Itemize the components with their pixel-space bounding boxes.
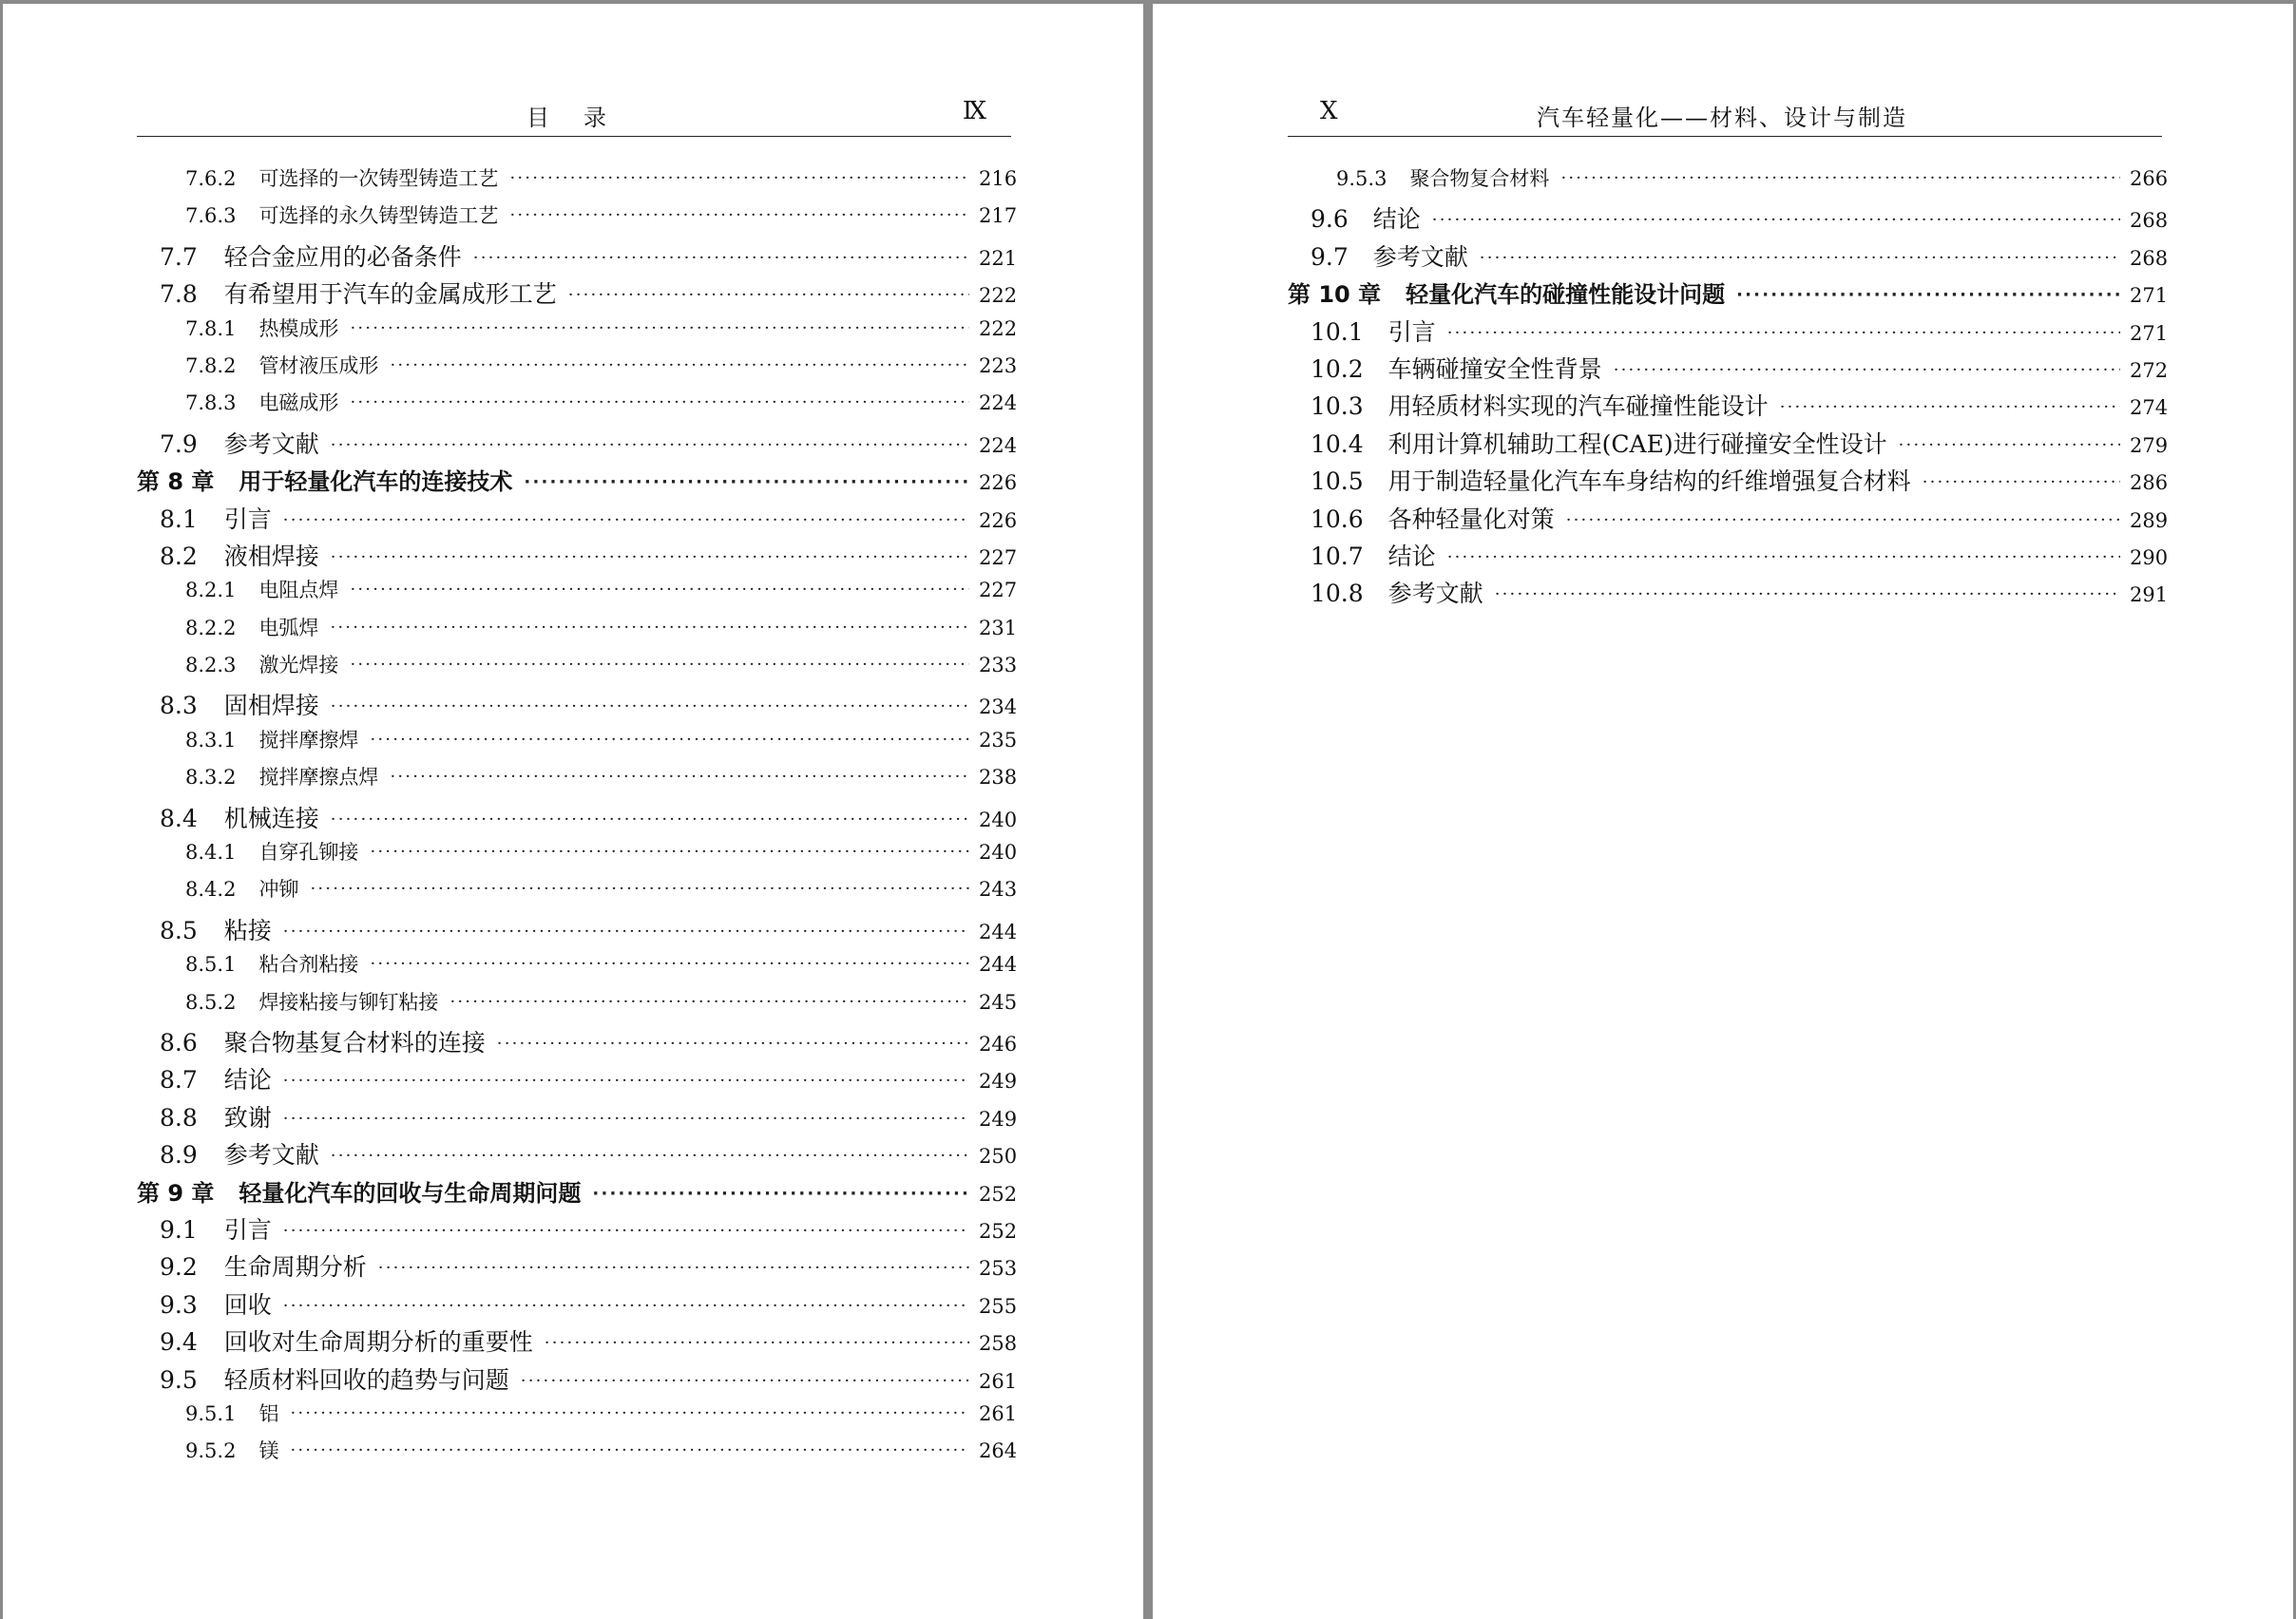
toc-entry-number: 8.6 (160, 1028, 198, 1057)
toc-entry-number: 7.9 (160, 429, 198, 458)
toc-entry-chapter (1288, 276, 2169, 313)
toc-dot-leader (1447, 323, 2120, 343)
toc-entry-page: 240 (979, 841, 1018, 865)
toc-entry-section (137, 687, 1018, 724)
toc-entry-number: 9.6 (1311, 205, 1349, 234)
toc-entry-number: 8.2 (160, 542, 198, 570)
toc-entry-number: 8.2.3 (185, 654, 237, 677)
toc-entry-page: 249 (979, 1070, 1018, 1094)
toc-dot-leader (1495, 584, 2120, 604)
toc-entry-section (137, 1324, 1018, 1361)
toc-entry-title: 利用计算机辅助工程(CAE)进行碰撞安全性设计 (1387, 429, 1887, 458)
toc-dot-leader (1447, 547, 2120, 567)
right-toc-list (1288, 163, 2169, 613)
toc-entry-section (1288, 575, 2169, 612)
toc-entry-page: 261 (979, 1369, 1018, 1393)
toc-dot-leader (592, 1184, 969, 1204)
toc-entry-title: 激光焊接 (258, 654, 339, 677)
toc-entry-page: 244 (979, 953, 1018, 977)
toc-entry-page: 268 (2130, 209, 2169, 233)
toc-entry-page: 238 (979, 766, 1018, 790)
toc-dot-leader (283, 922, 969, 942)
left-page (3, 4, 1143, 1619)
toc-entry-section (1288, 200, 2169, 238)
toc-dot-leader (378, 1258, 969, 1278)
toc-entry-page: 217 (979, 204, 1018, 228)
toc-entry-title: 用于制造轻量化汽车车身结构的纤维增强复合材料 (1387, 467, 1911, 496)
toc-dot-leader (370, 954, 969, 974)
toc-entry-title: 参考文献 (1372, 242, 1468, 271)
toc-dot-leader (283, 1221, 969, 1241)
toc-entry-number: 7.8 (160, 280, 198, 309)
toc-entry-number: 8.8 (160, 1103, 198, 1132)
toc-dot-leader (331, 435, 969, 455)
toc-entry-title: 搅拌摩擦点焊 (258, 766, 379, 790)
toc-entry-number: 7.8.2 (185, 353, 237, 377)
toc-entry-title: 回收对生命周期分析的重要性 (223, 1328, 533, 1357)
toc-entry-section (1288, 463, 2169, 500)
toc-entry-sub (137, 163, 1018, 200)
toc-entry-title: 焊接粘接与铆钉粘接 (258, 990, 439, 1014)
toc-entry-title: 粘接 (223, 916, 272, 944)
toc-entry-title: 轻量化汽车的回收与生命周期问题 (239, 1179, 582, 1207)
toc-entry-number: 9.2 (160, 1253, 198, 1282)
toc-dot-leader (390, 767, 969, 787)
toc-entry-title: 结论 (1387, 542, 1436, 570)
toc-dot-leader (330, 618, 969, 638)
toc-entry-page: 255 (979, 1294, 1018, 1318)
toc-entry-page: 244 (979, 920, 1018, 943)
toc-entry-number: 9.5 (160, 1365, 198, 1394)
left-toc-list (137, 163, 1018, 1474)
toc-entry-section (137, 800, 1018, 837)
toc-entry-section (137, 912, 1018, 949)
toc-entry-title: 热模成形 (258, 316, 339, 340)
toc-entry-title: 可选择的永久铸型铸造工艺 (258, 204, 499, 228)
toc-entry-title: 用轻质材料实现的汽车碰撞性能设计 (1387, 392, 1769, 421)
toc-entry-section (137, 1136, 1018, 1173)
toc-entry-title: 冲铆 (258, 878, 299, 902)
toc-dot-leader (1480, 248, 2120, 268)
toc-entry-section (137, 1286, 1018, 1324)
toc-entry-title: 聚合物复合材料 (1409, 167, 1550, 190)
right-page-header (1288, 95, 2162, 137)
toc-entry-title: 有希望用于汽车的金属成形工艺 (223, 280, 557, 309)
toc-dot-leader (331, 810, 969, 829)
toc-entry-section (137, 1211, 1018, 1248)
toc-dot-leader (568, 285, 969, 305)
toc-dot-leader (350, 392, 969, 412)
toc-dot-leader (290, 1440, 969, 1460)
toc-dot-leader (524, 472, 969, 492)
toc-dot-leader (1780, 397, 2120, 417)
toc-entry-title: 电弧焊 (258, 616, 319, 639)
toc-entry-title: 电阻点焊 (258, 579, 339, 602)
toc-entry-number: 8.3.1 (185, 728, 237, 752)
toc-entry-section (1288, 238, 2169, 276)
toc-entry-number: 8.4 (160, 804, 198, 832)
toc-entry-number: 8.2.1 (185, 579, 237, 602)
toc-entry-page: 240 (979, 808, 1018, 831)
toc-entry-number: 10.8 (1311, 580, 1364, 608)
toc-dot-leader (521, 1371, 969, 1391)
toc-entry-number: 9.1 (160, 1215, 198, 1244)
toc-entry-number: 9.3 (160, 1290, 198, 1319)
toc-entry-page: 249 (979, 1107, 1018, 1131)
toc-entry-section (137, 1248, 1018, 1286)
left-header-title: 目录 (526, 105, 641, 131)
toc-entry-page: 222 (979, 316, 1018, 340)
toc-entry-title: 参考文献 (1387, 580, 1483, 608)
left-header-page-number: Ⅸ (962, 97, 986, 125)
toc-entry-number: 8.3 (160, 692, 198, 720)
toc-entry-title: 回收 (223, 1290, 272, 1319)
toc-entry-number: 8.4.1 (185, 841, 237, 865)
toc-entry-page: 261 (979, 1401, 1018, 1425)
toc-entry-page: 250 (979, 1145, 1018, 1169)
toc-entry-title: 聚合物基复合材料的连接 (223, 1028, 486, 1057)
toc-entry-number: 10.2 (1311, 354, 1364, 383)
right-header-title: 汽车轻量化——材料、设计与制造 (1537, 105, 1907, 131)
toc-entry-page: 216 (979, 167, 1018, 190)
toc-dot-leader (497, 1034, 969, 1054)
toc-entry-number: 第 9 章 (137, 1179, 215, 1207)
toc-entry-number: 8.5 (160, 916, 198, 944)
toc-entry-number: 7.6.2 (185, 167, 237, 190)
toc-entry-number: 8.4.2 (185, 878, 237, 902)
toc-entry-section (137, 1362, 1018, 1399)
toc-entry-section (137, 238, 1018, 276)
toc-entry-number: 8.3.2 (185, 766, 237, 790)
toc-dot-leader (310, 879, 969, 899)
toc-entry-number: 8.5.1 (185, 953, 237, 977)
toc-entry-sub (137, 200, 1018, 238)
toc-entry-page: 266 (2130, 167, 2169, 190)
toc-entry-section (1288, 388, 2169, 425)
toc-dot-leader (350, 655, 969, 675)
toc-dot-leader (473, 248, 969, 268)
toc-entry-sub (137, 1436, 1018, 1473)
toc-entry-number: 10.5 (1311, 467, 1364, 496)
toc-entry-page: 264 (979, 1439, 1018, 1463)
toc-entry-number: 8.7 (160, 1066, 198, 1095)
toc-dot-leader (370, 730, 969, 750)
toc-entry-number: 10.1 (1311, 317, 1364, 346)
toc-entry-number: 9.5.1 (185, 1401, 237, 1425)
toc-entry-page: 231 (979, 616, 1018, 639)
toc-entry-title: 轻量化汽车的碰撞性能设计问题 (1406, 281, 1726, 309)
toc-entry-page: 226 (979, 471, 1018, 495)
toc-entry-page: 252 (979, 1219, 1018, 1243)
toc-entry-number: 8.5.2 (185, 990, 237, 1014)
toc-entry-sub (137, 575, 1018, 612)
toc-entry-title: 结论 (223, 1066, 272, 1095)
toc-entry-page: 258 (979, 1332, 1018, 1356)
toc-dot-leader (331, 696, 969, 716)
toc-entry-title: 致谢 (223, 1103, 272, 1132)
toc-entry-number: 10.7 (1311, 542, 1364, 570)
toc-entry-page: 246 (979, 1032, 1018, 1056)
toc-entry-page: 279 (2130, 433, 2169, 457)
toc-entry-page: 222 (979, 284, 1018, 308)
toc-entry-page: 233 (979, 654, 1018, 677)
toc-entry-number: 第 8 章 (137, 468, 215, 496)
toc-entry-number: 9.7 (1311, 242, 1349, 271)
toc-entry-page: 221 (979, 246, 1018, 270)
toc-dot-leader (290, 1403, 969, 1423)
toc-entry-title: 搅拌摩擦焊 (258, 728, 359, 752)
toc-entry-section (1288, 538, 2169, 575)
toc-entry-sub (1288, 163, 2169, 200)
toc-entry-title: 轻质材料回收的趋势与问题 (223, 1365, 509, 1394)
toc-entry-title: 机械连接 (223, 804, 319, 832)
toc-entry-sub (137, 1399, 1018, 1436)
toc-entry-title: 自穿孔铆接 (258, 841, 359, 865)
toc-entry-title: 管材液压成形 (258, 353, 379, 377)
toc-entry-sub (137, 874, 1018, 911)
toc-entry-number: 7.8.1 (185, 316, 237, 340)
toc-entry-page: 253 (979, 1257, 1018, 1281)
toc-entry-section (137, 276, 1018, 313)
toc-entry-title: 引言 (223, 1215, 272, 1244)
toc-dot-leader (1614, 360, 2120, 380)
toc-entry-section (137, 538, 1018, 575)
toc-entry-section (137, 1061, 1018, 1098)
toc-entry-sub (137, 837, 1018, 874)
toc-entry-chapter (137, 463, 1018, 500)
toc-entry-number: 7.8.3 (185, 391, 237, 415)
toc-entry-number: 8.2.2 (185, 616, 237, 639)
toc-dot-leader (370, 842, 969, 862)
left-page-header (137, 95, 1011, 137)
toc-entry-title: 铝 (258, 1401, 279, 1425)
toc-dot-leader (350, 318, 969, 338)
toc-entry-sub (137, 949, 1018, 986)
toc-entry-title: 引言 (1387, 317, 1436, 346)
toc-entry-section (137, 1099, 1018, 1136)
toc-dot-leader (1899, 435, 2120, 455)
toc-dot-leader (283, 510, 969, 530)
toc-entry-title: 车辆碰撞安全性背景 (1387, 354, 1602, 383)
toc-entry-page: 286 (2130, 471, 2169, 495)
toc-entry-section (1288, 501, 2169, 538)
toc-entry-page: 274 (2130, 396, 2169, 420)
toc-dot-leader (350, 580, 969, 600)
toc-entry-number: 8.9 (160, 1141, 198, 1170)
toc-entry-title: 液相焊接 (223, 542, 319, 570)
toc-entry-page: 268 (2130, 246, 2169, 270)
toc-entry-page: 226 (979, 508, 1018, 532)
toc-entry-page: 289 (2130, 508, 2169, 532)
toc-entry-sub (137, 725, 1018, 762)
toc-dot-leader (545, 1333, 969, 1353)
toc-entry-section (1288, 351, 2169, 388)
toc-entry-title: 可选择的一次铸型铸造工艺 (258, 167, 499, 190)
right-page (1153, 4, 2293, 1619)
toc-entry-page: 252 (979, 1182, 1018, 1206)
toc-entry-sub (137, 388, 1018, 425)
toc-entry-title: 各种轻量化对策 (1387, 505, 1555, 533)
toc-dot-leader (331, 547, 969, 567)
toc-entry-number: 8.1 (160, 505, 198, 533)
toc-entry-section (1288, 426, 2169, 463)
toc-dot-leader (509, 168, 969, 188)
toc-entry-page: 223 (979, 353, 1018, 377)
toc-entry-number: 9.5.3 (1336, 167, 1387, 190)
toc-entry-title: 参考文献 (223, 1141, 319, 1170)
toc-dot-leader (283, 1109, 969, 1129)
toc-entry-page: 245 (979, 990, 1018, 1014)
toc-entry-title: 参考文献 (223, 429, 319, 458)
toc-dot-leader (283, 1071, 969, 1091)
toc-entry-title: 固相焊接 (223, 692, 319, 720)
toc-entry-page: 227 (979, 579, 1018, 602)
toc-entry-page: 291 (2130, 583, 2169, 607)
toc-entry-page: 224 (979, 391, 1018, 415)
toc-dot-leader (1432, 210, 2120, 230)
toc-entry-chapter (137, 1174, 1018, 1211)
toc-entry-number: 10.6 (1311, 505, 1364, 533)
toc-entry-number: 9.5.2 (185, 1439, 237, 1463)
toc-entry-number: 第 10 章 (1288, 281, 1382, 309)
toc-entry-title: 粘合剂粘接 (258, 953, 359, 977)
toc-entry-page: 227 (979, 545, 1018, 569)
toc-dot-leader (331, 1146, 969, 1166)
toc-entry-title: 引言 (223, 505, 272, 533)
toc-entry-page: 272 (2130, 358, 2169, 382)
toc-entry-page: 224 (979, 433, 1018, 457)
toc-dot-leader (1560, 168, 2120, 188)
toc-entry-title: 镁 (258, 1439, 279, 1463)
toc-dot-leader (1566, 510, 2120, 530)
toc-dot-leader (509, 205, 969, 225)
toc-dot-leader (1923, 472, 2120, 492)
toc-entry-page: 234 (979, 695, 1018, 719)
toc-entry-page: 271 (2130, 284, 2169, 308)
toc-entry-number: 10.3 (1311, 392, 1364, 421)
toc-entry-title: 生命周期分析 (223, 1253, 367, 1282)
toc-entry-page: 271 (2130, 321, 2169, 345)
toc-entry-number: 10.4 (1311, 429, 1364, 458)
toc-entry-section (137, 1024, 1018, 1061)
toc-entry-title: 电磁成形 (258, 391, 339, 415)
toc-entry-sub (137, 613, 1018, 650)
right-header-page-number: Ⅹ (1320, 97, 1338, 125)
toc-entry-sub (137, 650, 1018, 687)
toc-entry-section (137, 426, 1018, 463)
toc-entry-page: 243 (979, 878, 1018, 902)
toc-entry-number: 7.6.3 (185, 204, 237, 228)
toc-entry-sub (137, 314, 1018, 351)
toc-entry-title: 结论 (1372, 205, 1421, 234)
toc-entry-number: 9.4 (160, 1328, 198, 1357)
toc-entry-number: 7.7 (160, 242, 198, 271)
toc-entry-sub (137, 987, 1018, 1024)
toc-entry-page: 290 (2130, 545, 2169, 569)
toc-entry-title: 用于轻量化汽车的连接技术 (239, 468, 513, 496)
toc-dot-leader (450, 992, 969, 1012)
toc-dot-leader (283, 1296, 969, 1316)
toc-dot-leader (1736, 285, 2120, 305)
toc-entry-sub (137, 351, 1018, 388)
toc-entry-sub (137, 762, 1018, 799)
toc-entry-section (1288, 314, 2169, 351)
toc-entry-title: 轻合金应用的必备条件 (223, 242, 462, 271)
toc-dot-leader (390, 355, 969, 375)
toc-entry-section (137, 501, 1018, 538)
toc-entry-page: 235 (979, 728, 1018, 752)
